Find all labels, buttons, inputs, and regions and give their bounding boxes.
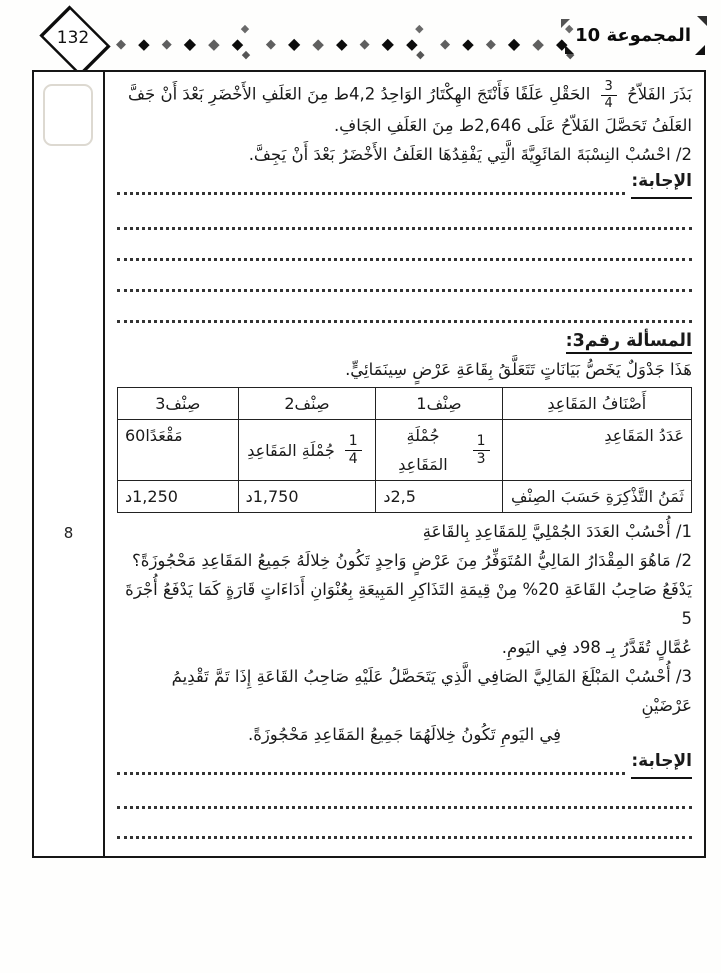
table-row-seat-count xyxy=(118,420,692,481)
table-row-ticket-price xyxy=(118,481,692,513)
problem3-question3-line2: فِي اليَومِ تَكُونُ خِلالَهُمَا جَمِيعُ المَقَاعِدِ مَحْجُوزَةً. xyxy=(247,725,562,745)
margin-column xyxy=(34,72,105,856)
dotted-answer-line xyxy=(117,779,692,809)
diamond-icon: ◆ xyxy=(241,48,251,61)
answer-lines-block-2 xyxy=(117,779,692,856)
diamond-cluster-icon xyxy=(232,24,254,64)
problem2-line1-after: الحَقْلِ عَلَفًا فَأَنْتَجَ الهِكْتَارُ الوَاحِدُ 4,2ط مِنَ العَلَفِ الأَخْضَرِ بَعْدَ أَنْ جَفَّ xyxy=(127,84,591,104)
corner-triangle-icon xyxy=(695,45,705,55)
seat-count-label: عَدَدُ المَقَاعِدِ xyxy=(502,420,691,481)
problem2-question2: 2/ احْسُبْ النِسْبَةَ المَائَوِيَّةَ الَّتِي يَفْقِدُهَا العَلَفُ الأَخْضَرُ بَعْدَ أَنْ يَجِفَّ. xyxy=(248,145,692,165)
diamond-icon: ◆ xyxy=(381,34,394,53)
ticket-price-class3: 1,250د xyxy=(118,481,239,513)
diamond-icon: ◆ xyxy=(240,22,250,35)
diamond-icon: ◆ xyxy=(555,35,568,53)
fraction-numerator: 3 xyxy=(601,79,617,96)
answer-section-1 xyxy=(117,171,692,199)
diamond-icon: ◆ xyxy=(265,36,276,52)
answer-section-2 xyxy=(117,751,692,779)
table-header-row xyxy=(118,388,692,420)
problem3-question1: 1/ أُحْسُبْ العَدَدَ الجُمْلِيَّ لِلمَقَاعِدِ بِالقَاعَةِ xyxy=(422,522,692,542)
seat-count-class1 xyxy=(376,420,502,481)
diamond-icon: ◆ xyxy=(183,34,197,53)
diamond-icon: ◆ xyxy=(335,34,348,53)
dotted-answer-line xyxy=(117,261,692,292)
page-number-badge xyxy=(34,8,112,68)
bleed-through-artifact xyxy=(43,84,93,146)
diamond-icon: ◆ xyxy=(462,34,474,53)
header-class1: صِنْف1 xyxy=(376,388,502,420)
problem2-line1-before: بَذَرَ الفَلاّحُ xyxy=(627,84,692,104)
answer-label: الإجابة: xyxy=(631,167,692,199)
seat-classes-table xyxy=(117,387,692,513)
problem3-intro: هَذَا جَدْوَلٌ يَخَصُّ بَيَانَاتٍ تَتَعَلَّقُ بِقَاعَةِ عَرْضٍ سِينَمَائِيٍّ. xyxy=(345,360,692,380)
diamond-icon: ◆ xyxy=(507,34,521,53)
header-class2: صِنْف2 xyxy=(238,388,376,420)
diamond-icon: ◆ xyxy=(532,34,544,53)
corner-triangle-icon xyxy=(561,19,570,28)
diamond-icon: ◆ xyxy=(406,35,418,53)
diamond-icon: ◆ xyxy=(485,36,496,52)
diamond-icon: ◆ xyxy=(116,36,126,52)
dotted-answer-line xyxy=(117,230,692,261)
diamond-icon: ◆ xyxy=(138,34,150,53)
margin-number: 8 xyxy=(63,524,74,542)
diamond-icon: ◆ xyxy=(287,34,301,53)
problem3-question3-line1: 3/ أُحْسُبْ المَبْلَغَ المَالِيَّ الصَافِي الَّذِي يَتَحَصَّلُ عَلَيْهِ صَاحِبُ القَاعَةِ إِذَا تَمَّ تَقْدِيمُ عَرْضَيْنِ xyxy=(171,667,692,716)
seat-count-class1-text: جُمْلَةِ المَقَاعِدِ xyxy=(398,426,448,475)
fraction-numerator: 1 xyxy=(473,433,490,451)
seat-count-class2 xyxy=(238,420,376,481)
decorative-diamond-strip xyxy=(116,22,578,66)
diamond-icon: ◆ xyxy=(231,35,244,53)
diamond-icon: ◆ xyxy=(564,22,574,35)
answer-label: الإجابة: xyxy=(631,747,692,779)
ticket-price-label: ثَمَنُ التَّذْكِرَةِ حَسَبَ الصِنْفِ xyxy=(502,481,691,513)
diamond-icon: ◆ xyxy=(415,22,424,35)
group-title xyxy=(559,18,707,54)
dotted-answer-line xyxy=(117,809,692,839)
fraction-three-quarters xyxy=(601,79,617,111)
seat-count-class2-text: جُمْلَةِ المَقَاعِدِ xyxy=(247,440,335,460)
problem3-question2: 2/ مَاهُوَ المِقْدَارُ المَالِيُّ المُتَوَفِّرُ مِنَ عَرْضٍ وَاحِدٍ تَكُونُ خِلالَهُ جَمِيعُ المَقَاعِدِ مَحْجُوزَةً؟ xyxy=(132,551,692,571)
exercise-frame xyxy=(32,70,706,858)
dotted-answer-line xyxy=(117,762,625,775)
diamond-icon: ◆ xyxy=(312,34,324,53)
fraction-one-quarter xyxy=(345,433,362,468)
exercise-content xyxy=(105,72,704,856)
ticket-price-class2: 1,750د xyxy=(238,481,376,513)
header-seat-classes: أَصْنَافُ المَقَاعِدِ xyxy=(502,388,691,420)
corner-triangle-icon xyxy=(565,45,574,54)
ticket-price-class1: 2,5د xyxy=(376,481,502,513)
corner-triangle-icon xyxy=(697,16,707,26)
fraction-denominator: 4 xyxy=(348,450,358,467)
problem3-note-line2: عُمَّالٍ تُقَدَّرُ بِـ 98د فِي اليَومِ. xyxy=(501,638,692,658)
fraction-denominator: 3 xyxy=(476,450,486,467)
fraction-one-third xyxy=(473,433,490,468)
dotted-answer-line xyxy=(117,199,692,230)
dotted-answer-line xyxy=(117,839,692,856)
answer-lines-block-1 xyxy=(117,199,692,323)
diamond-icon: ◆ xyxy=(416,48,425,61)
fraction-denominator: 4 xyxy=(604,95,613,111)
diamond-icon: ◆ xyxy=(208,34,220,53)
page-number: 132 xyxy=(56,28,90,48)
dotted-answer-line xyxy=(117,292,692,323)
seat-count-class3: 60مَقْعَدًا xyxy=(118,420,239,481)
problem2-line1 xyxy=(117,79,692,111)
problem2-line2: العَلَفُ تَحَصَّلَ الفَلاّحُ عَلَى 2,646ط مِنَ العَلَفِ الجَافِ. xyxy=(333,116,692,136)
diamond-icon: ◆ xyxy=(161,36,172,52)
diamond-icon: ◆ xyxy=(359,36,370,52)
diamond-icon: ◆ xyxy=(565,48,575,61)
group-title-label: المجموعة 10 xyxy=(575,25,691,46)
fraction-numerator: 1 xyxy=(345,433,362,451)
dotted-answer-line xyxy=(117,182,625,195)
diamond-cluster-icon xyxy=(406,24,428,64)
diamond-icon: ◆ xyxy=(440,36,451,52)
header-class3: صِنْف3 xyxy=(118,388,239,420)
problem3-note-line1: يَدْفَعُ صَاحِبُ القَاعَةِ 20% مِنْ قِيمَةِ التَذَاكِرِ المَبِيعَةِ بِعُنْوَانِ أَدَاءَاتٍ قَارَةٍ كَمَا يَدْفَعُ أُجْرَةَ 5 xyxy=(125,580,692,629)
problem3-title: المسألة رقم3: xyxy=(566,330,692,354)
